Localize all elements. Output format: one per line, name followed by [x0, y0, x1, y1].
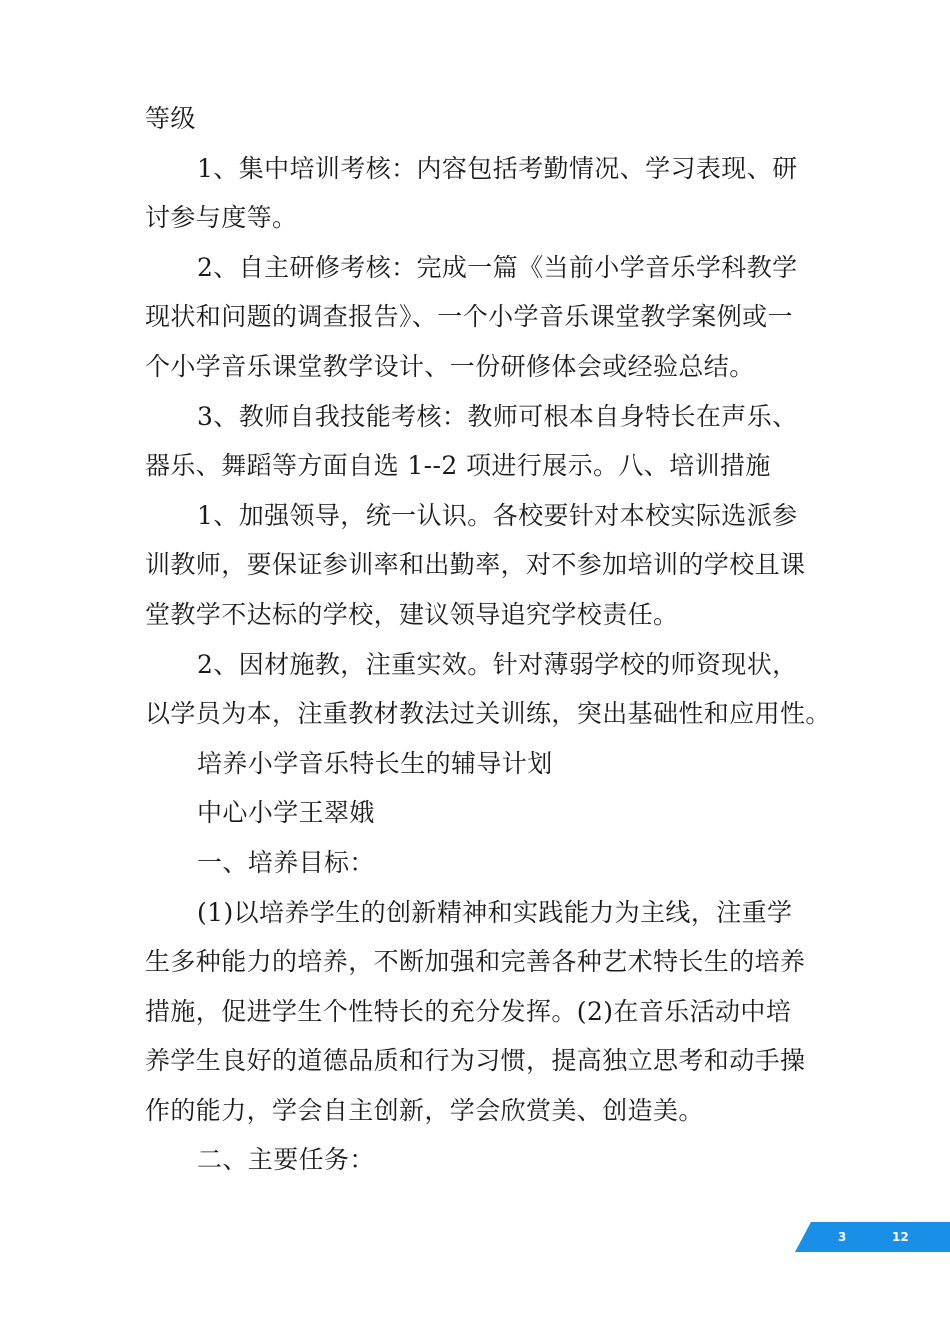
page-indicator [795, 1222, 950, 1252]
text-line: (1)以培养学生的创新精神和实践能力为主线，注重学 [197, 897, 793, 927]
text-line: 1、加强领导，统一认识。各校要针对本校实际选派参 [197, 500, 798, 530]
text-line: 训教师，要保证参训率和出勤率，对不参加培训的学校且课 [145, 550, 806, 580]
text-line: 二、主要任务： [197, 1145, 375, 1175]
total-page-count: 12 [892, 1230, 909, 1244]
text-line: 措施，促进学生个性特长的充分发挥。(2)在音乐活动中培 [145, 996, 792, 1026]
text-line: 一、培养目标： [197, 847, 375, 877]
text-line: 2、因材施教，注重实效。针对薄弱学校的师资现状， [197, 649, 798, 679]
text-line: 个小学音乐课堂教学设计、一份研修体会或经验总结。 [145, 351, 755, 381]
text-line: 堂教学不达标的学校，建议领导追究学校责任。 [145, 599, 679, 629]
text-line: 1、集中培训考核：内容包括考勤情况、学习表现、研 [197, 153, 798, 183]
page-indicator-background [795, 1222, 950, 1252]
document-body [145, 94, 831, 1185]
text-line: 3、教师自我技能考核：教师可根本自身特长在声乐、 [197, 401, 798, 431]
text-line: 养学生良好的道德品质和行为习惯，提高独立思考和动手操 [145, 1046, 806, 1076]
text-line: 以学员为本，注重教材教法过关训练，突出基础性和应用性。 [145, 699, 831, 729]
current-page-number: 3 [838, 1230, 847, 1244]
text-line: 器乐、舞蹈等方面自选 1--2 项进行展示。八、培训措施 [145, 451, 771, 481]
text-line: 讨参与度等。 [145, 203, 298, 233]
text-line: 2、自主研修考核：完成一篇《当前小学音乐学科教学 [197, 252, 798, 282]
text-line: 培养小学音乐特长生的辅导计划 [197, 748, 553, 778]
text-line: 生多种能力的培养，不断加强和完善各种艺术特长生的培养 [145, 947, 806, 977]
text-line: 等级 [145, 104, 196, 133]
text-line: 作的能力，学会自主创新，学会欣赏美、创造美。 [145, 1095, 704, 1125]
text-line: 现状和问题的调查报告》、一个小学音乐课堂教学案例或一 [145, 302, 793, 332]
text-line: 中心小学王翠娥 [197, 798, 375, 828]
